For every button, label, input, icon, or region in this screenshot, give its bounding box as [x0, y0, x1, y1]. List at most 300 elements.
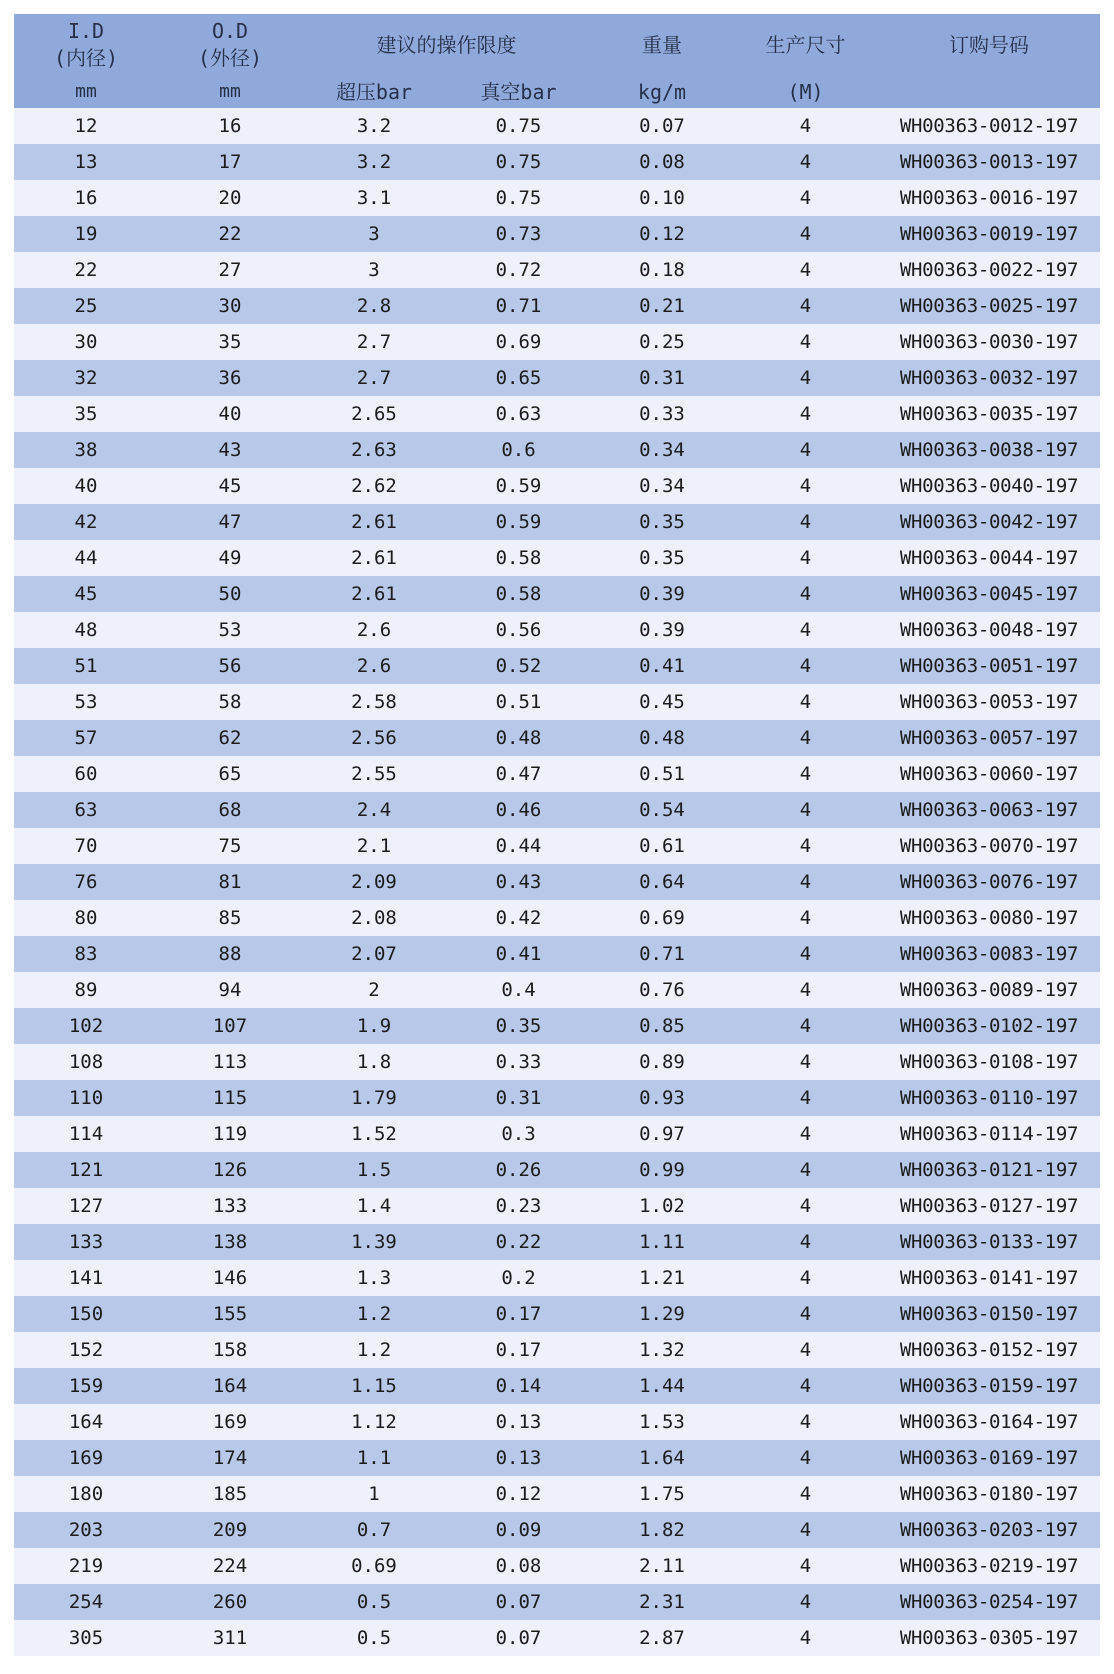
- weight-cell: 0.45: [591, 684, 733, 720]
- order-number-cell: WH00363-0025-197: [878, 288, 1100, 324]
- id-cell: 53: [14, 684, 158, 720]
- table-row: [14, 216, 1100, 252]
- od-cell: 75: [158, 828, 302, 864]
- id-cell: 254: [14, 1584, 158, 1620]
- od-cell: 113: [158, 1044, 302, 1080]
- order-number-cell: WH00363-0060-197: [878, 756, 1100, 792]
- pressure-cell: 0.7: [302, 1512, 446, 1548]
- length-cell: 4: [733, 648, 878, 684]
- order-number-cell: WH00363-0108-197: [878, 1044, 1100, 1080]
- od-cell: 16: [158, 108, 302, 144]
- order-number-cell: WH00363-0019-197: [878, 216, 1100, 252]
- table-row: [14, 1008, 1100, 1044]
- od-cell: 169: [158, 1404, 302, 1440]
- id-cell: 35: [14, 396, 158, 432]
- table-row: [14, 144, 1100, 180]
- vacuum-cell: 0.58: [446, 540, 591, 576]
- pressure-cell: 1.5: [302, 1152, 446, 1188]
- od-cell: 155: [158, 1296, 302, 1332]
- length-cell: 4: [733, 1584, 878, 1620]
- vacuum-cell: 0.08: [446, 1548, 591, 1584]
- weight-cell: 2.11: [591, 1548, 733, 1584]
- length-cell: 4: [733, 972, 878, 1008]
- weight-cell: 2.31: [591, 1584, 733, 1620]
- od-cell: 30: [158, 288, 302, 324]
- table-row: [14, 540, 1100, 576]
- length-cell: 4: [733, 1440, 878, 1476]
- vacuum-cell: 0.17: [446, 1296, 591, 1332]
- od-cell: 126: [158, 1152, 302, 1188]
- vacuum-cell: 0.26: [446, 1152, 591, 1188]
- weight-cell: 0.85: [591, 1008, 733, 1044]
- vacuum-cell: 0.12: [446, 1476, 591, 1512]
- weight-cell: 0.35: [591, 540, 733, 576]
- order-number-cell: WH00363-0063-197: [878, 792, 1100, 828]
- weight-cell: 2.87: [591, 1620, 733, 1656]
- header-vacuum: 真空bar: [446, 76, 591, 108]
- header-weight: 重量: [591, 14, 733, 76]
- id-cell: 152: [14, 1332, 158, 1368]
- pressure-cell: 2.55: [302, 756, 446, 792]
- order-number-cell: WH00363-0030-197: [878, 324, 1100, 360]
- id-cell: 16: [14, 180, 158, 216]
- id-cell: 150: [14, 1296, 158, 1332]
- weight-cell: 1.11: [591, 1224, 733, 1260]
- id-cell: 51: [14, 648, 158, 684]
- length-cell: 4: [733, 360, 878, 396]
- table-row: [14, 1512, 1100, 1548]
- table-row: [14, 288, 1100, 324]
- od-cell: 119: [158, 1116, 302, 1152]
- od-cell: 164: [158, 1368, 302, 1404]
- od-cell: 22: [158, 216, 302, 252]
- id-cell: 305: [14, 1620, 158, 1656]
- od-cell: 27: [158, 252, 302, 288]
- length-cell: 4: [733, 936, 878, 972]
- order-number-cell: WH00363-0102-197: [878, 1008, 1100, 1044]
- order-number-cell: WH00363-0121-197: [878, 1152, 1100, 1188]
- header-length-unit: (M): [733, 76, 878, 108]
- od-cell: 53: [158, 612, 302, 648]
- length-cell: 4: [733, 900, 878, 936]
- id-cell: 127: [14, 1188, 158, 1224]
- length-cell: 4: [733, 540, 878, 576]
- length-cell: 4: [733, 1008, 878, 1044]
- weight-cell: 0.39: [591, 576, 733, 612]
- order-number-cell: WH00363-0083-197: [878, 936, 1100, 972]
- vacuum-cell: 0.71: [446, 288, 591, 324]
- length-cell: 4: [733, 684, 878, 720]
- pressure-cell: 2.6: [302, 648, 446, 684]
- id-cell: 180: [14, 1476, 158, 1512]
- length-cell: 4: [733, 1188, 878, 1224]
- order-number-cell: WH00363-0044-197: [878, 540, 1100, 576]
- weight-cell: 0.34: [591, 468, 733, 504]
- length-cell: 4: [733, 1080, 878, 1116]
- weight-cell: 1.02: [591, 1188, 733, 1224]
- length-cell: 4: [733, 1512, 878, 1548]
- id-cell: 102: [14, 1008, 158, 1044]
- weight-cell: 0.97: [591, 1116, 733, 1152]
- hose-spec-table: [14, 14, 1100, 1656]
- id-cell: 38: [14, 432, 158, 468]
- table-row: [14, 1296, 1100, 1332]
- weight-cell: 1.29: [591, 1296, 733, 1332]
- weight-cell: 0.61: [591, 828, 733, 864]
- order-number-cell: WH00363-0080-197: [878, 900, 1100, 936]
- od-cell: 43: [158, 432, 302, 468]
- vacuum-cell: 0.65: [446, 360, 591, 396]
- weight-cell: 0.54: [591, 792, 733, 828]
- od-cell: 36: [158, 360, 302, 396]
- weight-cell: 0.31: [591, 360, 733, 396]
- od-cell: 81: [158, 864, 302, 900]
- vacuum-cell: 0.09: [446, 1512, 591, 1548]
- order-number-cell: WH00363-0133-197: [878, 1224, 1100, 1260]
- vacuum-cell: 0.31: [446, 1080, 591, 1116]
- od-cell: 224: [158, 1548, 302, 1584]
- vacuum-cell: 0.72: [446, 252, 591, 288]
- id-cell: 32: [14, 360, 158, 396]
- table-row: [14, 1620, 1100, 1656]
- order-number-cell: WH00363-0219-197: [878, 1548, 1100, 1584]
- vacuum-cell: 0.58: [446, 576, 591, 612]
- pressure-cell: 1.52: [302, 1116, 446, 1152]
- pressure-cell: 2.4: [302, 792, 446, 828]
- pressure-cell: 2.65: [302, 396, 446, 432]
- table-row: [14, 180, 1100, 216]
- id-cell: 57: [14, 720, 158, 756]
- od-cell: 174: [158, 1440, 302, 1476]
- pressure-cell: 0.5: [302, 1620, 446, 1656]
- id-cell: 30: [14, 324, 158, 360]
- header-od-label: O.D: [211, 19, 249, 43]
- id-cell: 76: [14, 864, 158, 900]
- length-cell: 4: [733, 576, 878, 612]
- weight-cell: 0.10: [591, 180, 733, 216]
- vacuum-cell: 0.14: [446, 1368, 591, 1404]
- weight-cell: 0.18: [591, 252, 733, 288]
- od-cell: 49: [158, 540, 302, 576]
- vacuum-cell: 0.63: [446, 396, 591, 432]
- weight-cell: 0.64: [591, 864, 733, 900]
- order-number-cell: WH00363-0203-197: [878, 1512, 1100, 1548]
- order-number-cell: WH00363-0159-197: [878, 1368, 1100, 1404]
- vacuum-cell: 0.75: [446, 180, 591, 216]
- table-row: [14, 1548, 1100, 1584]
- table-row: [14, 576, 1100, 612]
- vacuum-cell: 0.48: [446, 720, 591, 756]
- table-row: [14, 756, 1100, 792]
- vacuum-cell: 0.07: [446, 1584, 591, 1620]
- order-number-cell: WH00363-0076-197: [878, 864, 1100, 900]
- length-cell: 4: [733, 756, 878, 792]
- id-cell: 22: [14, 252, 158, 288]
- pressure-cell: 0.5: [302, 1584, 446, 1620]
- length-cell: 4: [733, 1152, 878, 1188]
- od-cell: 45: [158, 468, 302, 504]
- table-row: [14, 1260, 1100, 1296]
- header-id-label: I.D: [67, 19, 105, 43]
- table-body: [14, 108, 1100, 1656]
- vacuum-cell: 0.59: [446, 468, 591, 504]
- table-row: [14, 1440, 1100, 1476]
- table-row: [14, 324, 1100, 360]
- pressure-cell: 3: [302, 216, 446, 252]
- length-cell: 4: [733, 108, 878, 144]
- table-row: [14, 1044, 1100, 1080]
- table-row: [14, 252, 1100, 288]
- id-cell: 80: [14, 900, 158, 936]
- pressure-cell: 1.15: [302, 1368, 446, 1404]
- weight-cell: 0.25: [591, 324, 733, 360]
- spec-sheet: [14, 14, 1100, 1656]
- vacuum-cell: 0.43: [446, 864, 591, 900]
- table-row: [14, 1476, 1100, 1512]
- weight-cell: 0.76: [591, 972, 733, 1008]
- vacuum-cell: 0.42: [446, 900, 591, 936]
- pressure-cell: 2.09: [302, 864, 446, 900]
- pressure-cell: 1.2: [302, 1296, 446, 1332]
- vacuum-cell: 0.41: [446, 936, 591, 972]
- id-cell: 141: [14, 1260, 158, 1296]
- id-cell: 219: [14, 1548, 158, 1584]
- id-cell: 25: [14, 288, 158, 324]
- length-cell: 4: [733, 504, 878, 540]
- vacuum-cell: 0.56: [446, 612, 591, 648]
- order-number-cell: WH00363-0114-197: [878, 1116, 1100, 1152]
- order-number-cell: WH00363-0164-197: [878, 1404, 1100, 1440]
- length-cell: 4: [733, 1116, 878, 1152]
- header-od-cn: (外径): [197, 46, 263, 70]
- order-number-cell: WH00363-0127-197: [878, 1188, 1100, 1224]
- id-cell: 169: [14, 1440, 158, 1476]
- header-id: [14, 14, 158, 76]
- length-cell: 4: [733, 720, 878, 756]
- table-row: [14, 828, 1100, 864]
- length-cell: 4: [733, 612, 878, 648]
- table-row: [14, 432, 1100, 468]
- pressure-cell: 1.4: [302, 1188, 446, 1224]
- table-row: [14, 648, 1100, 684]
- header-order-number: 订购号码: [878, 14, 1100, 76]
- od-cell: 50: [158, 576, 302, 612]
- length-cell: 4: [733, 324, 878, 360]
- length-cell: 4: [733, 1368, 878, 1404]
- table-row: [14, 1368, 1100, 1404]
- length-cell: 4: [733, 468, 878, 504]
- pressure-cell: 1.39: [302, 1224, 446, 1260]
- length-cell: 4: [733, 288, 878, 324]
- id-cell: 159: [14, 1368, 158, 1404]
- weight-cell: 0.33: [591, 396, 733, 432]
- length-cell: 4: [733, 216, 878, 252]
- length-cell: 4: [733, 792, 878, 828]
- id-cell: 164: [14, 1404, 158, 1440]
- order-number-cell: WH00363-0180-197: [878, 1476, 1100, 1512]
- order-number-cell: WH00363-0150-197: [878, 1296, 1100, 1332]
- table-header: [14, 14, 1100, 108]
- order-number-cell: WH00363-0152-197: [878, 1332, 1100, 1368]
- pressure-cell: 2.56: [302, 720, 446, 756]
- id-cell: 121: [14, 1152, 158, 1188]
- vacuum-cell: 0.33: [446, 1044, 591, 1080]
- weight-cell: 0.08: [591, 144, 733, 180]
- weight-cell: 0.34: [591, 432, 733, 468]
- id-cell: 108: [14, 1044, 158, 1080]
- order-number-cell: WH00363-0038-197: [878, 432, 1100, 468]
- pressure-cell: 3.2: [302, 144, 446, 180]
- order-number-cell: WH00363-0305-197: [878, 1620, 1100, 1656]
- pressure-cell: 1.9: [302, 1008, 446, 1044]
- order-number-cell: WH00363-0057-197: [878, 720, 1100, 756]
- order-number-cell: WH00363-0051-197: [878, 648, 1100, 684]
- vacuum-cell: 0.46: [446, 792, 591, 828]
- weight-cell: 1.75: [591, 1476, 733, 1512]
- header-od: [158, 14, 302, 76]
- order-number-cell: WH00363-0012-197: [878, 108, 1100, 144]
- od-cell: 115: [158, 1080, 302, 1116]
- length-cell: 4: [733, 828, 878, 864]
- od-cell: 56: [158, 648, 302, 684]
- id-cell: 44: [14, 540, 158, 576]
- pressure-cell: 2.07: [302, 936, 446, 972]
- pressure-cell: 1.3: [302, 1260, 446, 1296]
- weight-cell: 0.12: [591, 216, 733, 252]
- vacuum-cell: 0.13: [446, 1404, 591, 1440]
- pressure-cell: 1: [302, 1476, 446, 1512]
- order-number-cell: WH00363-0045-197: [878, 576, 1100, 612]
- length-cell: 4: [733, 1548, 878, 1584]
- vacuum-cell: 0.59: [446, 504, 591, 540]
- table-row: [14, 936, 1100, 972]
- length-cell: 4: [733, 180, 878, 216]
- header-pressure: 超压bar: [302, 76, 446, 108]
- weight-cell: 0.39: [591, 612, 733, 648]
- vacuum-cell: 0.73: [446, 216, 591, 252]
- weight-cell: 1.32: [591, 1332, 733, 1368]
- od-cell: 17: [158, 144, 302, 180]
- pressure-cell: 2.61: [302, 576, 446, 612]
- id-cell: 63: [14, 792, 158, 828]
- vacuum-cell: 0.22: [446, 1224, 591, 1260]
- weight-cell: 1.53: [591, 1404, 733, 1440]
- od-cell: 138: [158, 1224, 302, 1260]
- id-cell: 70: [14, 828, 158, 864]
- table-row: [14, 864, 1100, 900]
- weight-cell: 0.07: [591, 108, 733, 144]
- order-number-cell: WH00363-0169-197: [878, 1440, 1100, 1476]
- pressure-cell: 2.7: [302, 360, 446, 396]
- order-number-cell: WH00363-0032-197: [878, 360, 1100, 396]
- od-cell: 94: [158, 972, 302, 1008]
- weight-cell: 0.21: [591, 288, 733, 324]
- id-cell: 12: [14, 108, 158, 144]
- vacuum-cell: 0.75: [446, 108, 591, 144]
- length-cell: 4: [733, 1260, 878, 1296]
- pressure-cell: 1.1: [302, 1440, 446, 1476]
- vacuum-cell: 0.51: [446, 684, 591, 720]
- weight-cell: 0.99: [591, 1152, 733, 1188]
- od-cell: 47: [158, 504, 302, 540]
- od-cell: 35: [158, 324, 302, 360]
- length-cell: 4: [733, 1296, 878, 1332]
- id-cell: 110: [14, 1080, 158, 1116]
- table-row: [14, 504, 1100, 540]
- table-row: [14, 1224, 1100, 1260]
- od-cell: 146: [158, 1260, 302, 1296]
- table-row: [14, 1404, 1100, 1440]
- id-cell: 89: [14, 972, 158, 1008]
- id-cell: 203: [14, 1512, 158, 1548]
- length-cell: 4: [733, 252, 878, 288]
- vacuum-cell: 0.75: [446, 144, 591, 180]
- vacuum-cell: 0.2: [446, 1260, 591, 1296]
- weight-cell: 1.21: [591, 1260, 733, 1296]
- weight-cell: 0.35: [591, 504, 733, 540]
- pressure-cell: 2.7: [302, 324, 446, 360]
- table-row: [14, 108, 1100, 144]
- od-cell: 62: [158, 720, 302, 756]
- vacuum-cell: 0.13: [446, 1440, 591, 1476]
- id-cell: 42: [14, 504, 158, 540]
- od-cell: 88: [158, 936, 302, 972]
- length-cell: 4: [733, 1620, 878, 1656]
- od-cell: 85: [158, 900, 302, 936]
- pressure-cell: 1.2: [302, 1332, 446, 1368]
- vacuum-cell: 0.52: [446, 648, 591, 684]
- vacuum-cell: 0.47: [446, 756, 591, 792]
- pressure-cell: 2.63: [302, 432, 446, 468]
- table-row: [14, 360, 1100, 396]
- od-cell: 40: [158, 396, 302, 432]
- vacuum-cell: 0.4: [446, 972, 591, 1008]
- id-cell: 48: [14, 612, 158, 648]
- pressure-cell: 1.79: [302, 1080, 446, 1116]
- order-number-cell: WH00363-0110-197: [878, 1080, 1100, 1116]
- order-number-cell: WH00363-0042-197: [878, 504, 1100, 540]
- length-cell: 4: [733, 432, 878, 468]
- length-cell: 4: [733, 1404, 878, 1440]
- order-number-cell: WH00363-0022-197: [878, 252, 1100, 288]
- pressure-cell: 1.12: [302, 1404, 446, 1440]
- pressure-cell: 2.61: [302, 504, 446, 540]
- pressure-cell: 0.69: [302, 1548, 446, 1584]
- vacuum-cell: 0.35: [446, 1008, 591, 1044]
- order-number-cell: WH00363-0089-197: [878, 972, 1100, 1008]
- vacuum-cell: 0.69: [446, 324, 591, 360]
- od-cell: 65: [158, 756, 302, 792]
- od-cell: 158: [158, 1332, 302, 1368]
- order-number-cell: WH00363-0070-197: [878, 828, 1100, 864]
- header-order-blank: [878, 76, 1100, 108]
- order-number-cell: WH00363-0035-197: [878, 396, 1100, 432]
- order-number-cell: WH00363-0040-197: [878, 468, 1100, 504]
- od-cell: 260: [158, 1584, 302, 1620]
- table-row: [14, 612, 1100, 648]
- pressure-cell: 2.62: [302, 468, 446, 504]
- od-cell: 209: [158, 1512, 302, 1548]
- pressure-cell: 2: [302, 972, 446, 1008]
- order-number-cell: WH00363-0016-197: [878, 180, 1100, 216]
- table-row: [14, 684, 1100, 720]
- table-row: [14, 900, 1100, 936]
- pressure-cell: 2.8: [302, 288, 446, 324]
- weight-cell: 0.41: [591, 648, 733, 684]
- table-row: [14, 720, 1100, 756]
- length-cell: 4: [733, 396, 878, 432]
- od-cell: 68: [158, 792, 302, 828]
